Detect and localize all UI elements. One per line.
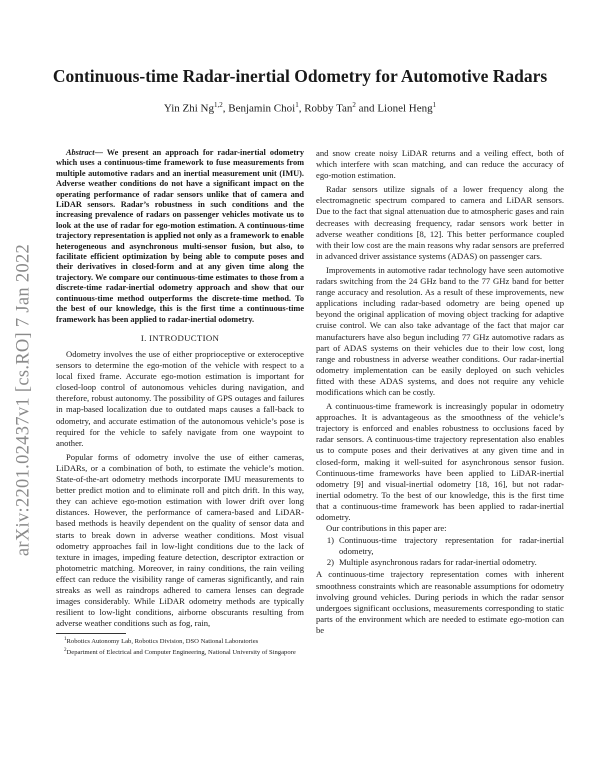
section-heading-introduction: I. INTRODUCTION	[140, 332, 220, 343]
body-paragraph: A continuous-time framework is increasingly popular in odometry approaches. It is advantageous as the smoothness of the vehicle’s trajectory is enforced and enables robustness to occlusions faced by radar sensors. A continuous-time trajectory representation also enables us to compute poses and their derivatives at any given time and in closed-form, making it well-suited for asynchronous sensor fusion. Continuous-time frameworks have been applied to LiDAR-inertial odometry [9] and visual-inertial odometry [18, 16], but not radar-inertial odometry. To the best of our knowledge, this is the first time that a continuous-time framework has been applied to radar-inertial odometry.	[316, 401, 564, 522]
author-affiliation-mark: 2	[352, 101, 356, 109]
left-column	[56, 148, 304, 658]
abstract	[56, 148, 304, 325]
right-column	[316, 148, 564, 636]
list-item-text: Continuous-time trajectory representation for radar-inertial odometry,	[339, 535, 564, 557]
list-item-text: Multiple asynchronous radars for radar-inertial odometry.	[339, 557, 537, 568]
author-name: Robby Tan	[304, 102, 353, 115]
author-affiliation-mark: 1	[432, 101, 437, 109]
body-paragraph: Improvements in automotive radar technology have seen automotive radars switching from the 24 GHz band to the 77 GHz band for better range accuracy and resolution. As a result of these improvements, new applications including radar-based odometry are being opened up beyond the original application of moving object tracking for adaptive cruise control. We can also take advantage of the fact that major car manufacturers have also begun including 77 GHz automotive radars as part of ADAS systems on their vehicles due to their low cost, long range and robustness in adverse weather conditions. Our radar-inertial odometry implementation can be easily deployed on such vehicles fitted with these ADAS systems, and does not require any vehicle modifications which can be costly.	[316, 264, 564, 397]
footnote: $^1$Robotics Autonomy Lab, Robotics Division, DSO National Laboratories	[64, 637, 259, 646]
abstract-text: — We present an approach for radar-inertial odometry which uses a continuous-time framework to fuse measurements from multiple automotive radars and an inertial measurement unit (IMU). Adverse weather conditions do not have a significant impact on the operating performance of radar sensors unlike that of camera and LiDAR sensors. Radar’s robustness in such conditions and the increasing prevalence of radars on passenger vehicles motivate us to look at the use of radar for ego-motion estimation. A continuous-time trajectory representation is applied not only as a framework to enable heterogeneous and asynchronous multi-sensor fusion, but also, to facilitate efficient optimization by being able to compute poses and their derivatives in closed-form and at any given time along the trajectory. We compare our continuous-time estimates to those from a discrete-time radar-inertial odometry approach and show that our continuous-time method outperforms the discrete-time method. To the best of our knowledge, this is the first time a continuous-time framework has been applied to radar-inertial odometry.	[56, 148, 304, 324]
body-paragraph: Popular forms of odometry involve the use of either cameras, LiDARs, or a combination of both, to estimate the vehicle’s motion. State-of-the-art odometry methods incorporate IMU measurements to better predict motion and to eliminate roll and pitch drift. In this way, they can achieve ego-motion estimation with lower drift over long distances. However, the performance of camera-based and LiDAR-based methods is heavily dependent on the quality of sensor data and starts to break down in adverse weather conditions. Most visual odometry approaches fail in low-light conditions due to the lack of texture in images, impeding feature detection, descriptor extraction or photometric matching. Moreover, in rainy conditions, the rain veiling effect can reduce the visibility range of cameras significantly, and rain streaks as well as raindrops adhered to camera lenses can degrade images considerably. While LiDAR odometry methods are typically resilient to low-light conditions, airborne obscurants resulting from adverse weather conditions such as fog, rain,	[56, 451, 304, 629]
abstract-label: Abstract	[66, 148, 95, 157]
body-paragraph: Odometry involves the use of either proprioceptive or exteroceptive sensors to determine the ego-motion of the vehicle with respect to a local fixed frame. Accurate ego-motion estimation is important for closed-loop control of autonomous vehicles during navigation, and therefore, robust autonomy. The possibility of GPS outages and failures in map-based localization due to outdated maps causes a fall-back to odometry, and accurate estimation of the autonomous vehicle’s pose is required for the vehicle to safely navigate from one waypoint to another.	[56, 349, 304, 448]
author-line: Yin Zhi Ng$^{1,2}$, Benjamin Choi$^1$, Robby Tan$^2$ and Lionel Heng$^1$	[163, 101, 437, 115]
body-paragraph: Our contributions in this paper are:	[326, 523, 447, 534]
list-item-number: 1)	[326, 535, 334, 546]
body-paragraph: Radar sensors utilize signals of a lower frequency along the electromagnetic spectrum compared to camera and LiDAR sensors. Due to the fact that signal attenuation due to atmospheric gases and rain decreases with decreasing frequency, radar sensors work better in adverse weather conditions [8, 12]. This better performance coupled with their low cost are the main reasons why radar sensors are preferred in advanced driver assistance systems (ADAS) on passenger cars.	[316, 184, 564, 261]
footnote-divider	[56, 633, 126, 634]
list-item	[316, 535, 564, 557]
list-item-number: 2)	[326, 557, 334, 568]
author-name: Benjamin Choi	[228, 102, 296, 115]
author-affiliation-mark: 1	[295, 101, 299, 109]
author-name: Yin Zhi Ng	[163, 102, 215, 115]
body-paragraph: and snow create noisy LiDAR returns and a veiling effect, both of which interfere with scan matching, and can reduce the accuracy of ego-motion estimation.	[316, 148, 564, 181]
contribution-list	[316, 535, 564, 568]
body-paragraph: A continuous-time trajectory representation comes with inherent smoothness constraints which are reasonable assumptions for odometry involving ground vehicles. During periods in which the radar sensor undergoes significant occlusions, measurements corresponding to static parts of the environment which are needed to estimate ego-motion can be	[316, 569, 564, 635]
paper-title: Continuous-time Radar-inertial Odometry for Automotive Radars	[52, 66, 548, 86]
arxiv-identifier: arXiv:2201.02437v1 [cs.RO] 7 Jan 2022	[13, 243, 34, 557]
author-name: Lionel Heng	[377, 102, 433, 115]
author-affiliation-mark: 1,2	[214, 101, 223, 109]
list-item	[316, 557, 564, 568]
footnote: $^2$Department of Electrical and Computer Engineering, National University of Singapore	[64, 648, 296, 657]
arxiv-identifier-margin	[4, 230, 44, 570]
